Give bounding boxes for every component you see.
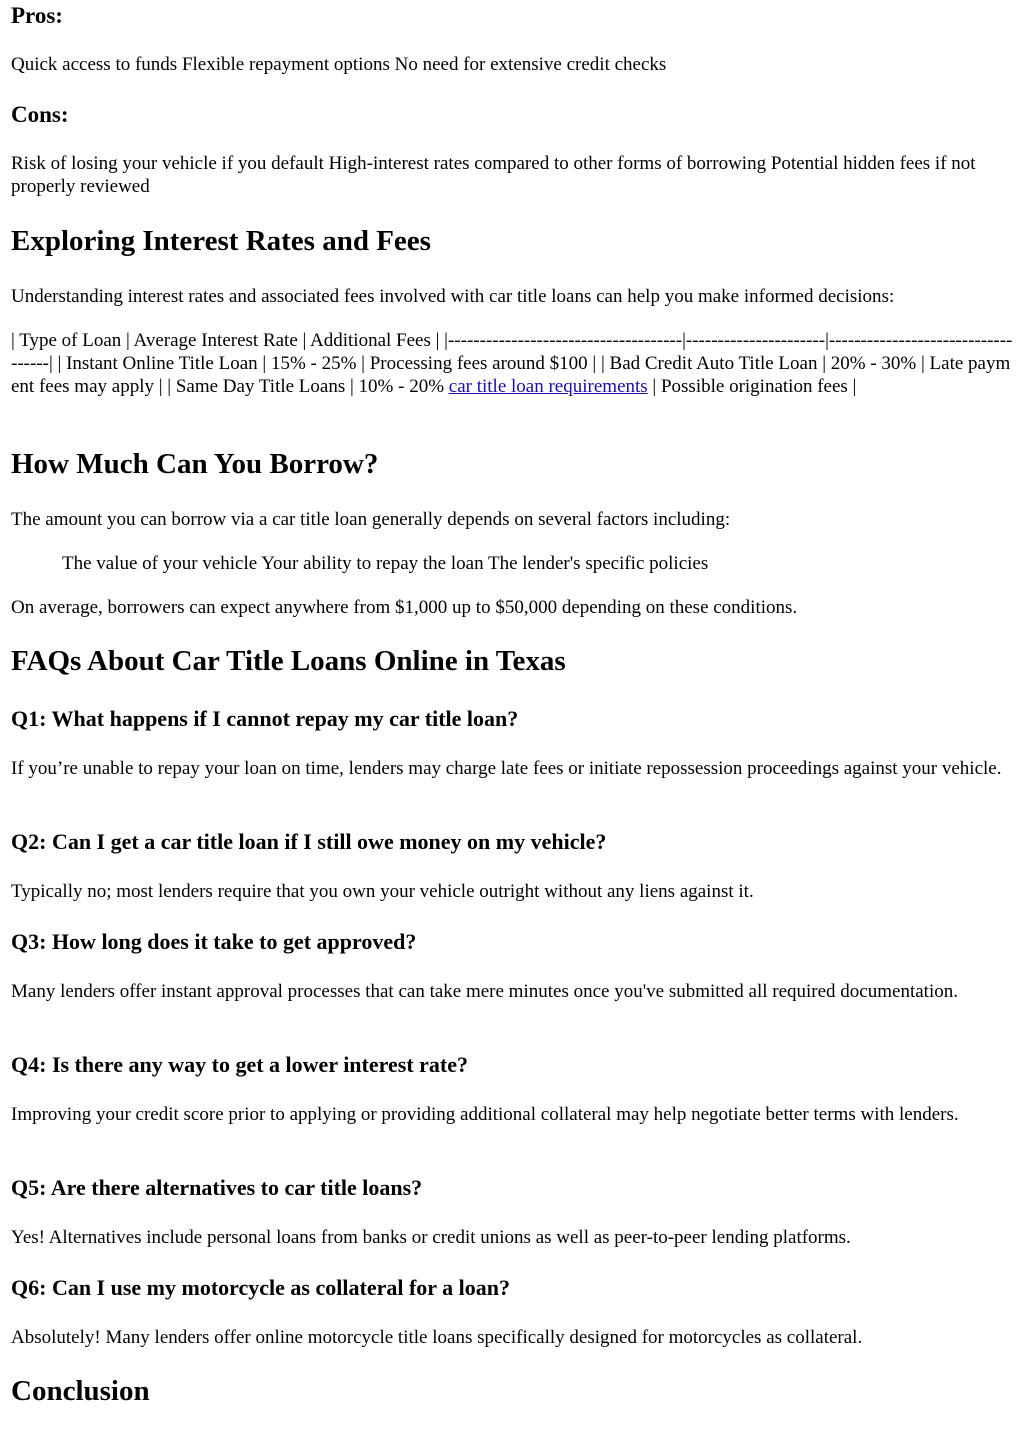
conclusion-heading: Conclusion	[11, 1375, 150, 1407]
faq-question-6: Q6: Can I use my motorcycle as collateral for a loan?	[11, 1275, 510, 1300]
faq-question-1: Q1: What happens if I cannot repay my car title loan?	[11, 706, 519, 731]
faq-answer-2: Typically no; most lenders require that you own your vehicle outright without any liens against it.	[11, 881, 754, 902]
borrow-heading: How Much Can You Borrow?	[11, 448, 379, 480]
car-title-loan-requirements-link[interactable]: car title loan requirements	[448, 376, 648, 397]
faq-question-5: Q5: Are there alternatives to car title loans?	[11, 1175, 423, 1200]
faq-answer-3: Many lenders offer instant approval processes that can take mere minutes once you've submitted all required documentation.	[11, 981, 958, 1002]
rates-heading: Exploring Interest Rates and Fees	[11, 225, 431, 257]
faq-question-4: Q4: Is there any way to get a lower interest rate?	[11, 1052, 469, 1077]
rates-table-text-before: | Type of Loan | Average Interest Rate | Additional Fees | |-------------------------------------|----------------------|-----------------------------------| | Instant Online Title Loan | 15% - 25% | Processing fees around $100 | | Bad Credit Auto Title Loan | 20% - 30% | Late payment fees may apply | | Same Day Title Loans | 10% - 20%	[11, 330, 1013, 397]
rates-table-text-after: | Possible origination fees |	[647, 376, 857, 397]
faq-question-2: Q2: Can I get a car title loan if I still owe money on my vehicle?	[11, 829, 607, 854]
faqs-heading: FAQs About Car Title Loans Online in Texas	[11, 645, 566, 677]
pros-heading: Pros:	[11, 3, 63, 28]
faq-answer-6: Absolutely! Many lenders offer online motorcycle title loans specifically designed for motorcycles as collateral.	[11, 1327, 863, 1348]
rates-intro: Understanding interest rates and associated fees involved with car title loans can help you make informed decisions:	[11, 286, 895, 307]
cons-heading: Cons:	[11, 102, 69, 127]
borrow-factors: The value of your vehicle Your ability to repay the loan The lender's specific policies	[62, 553, 709, 574]
rates-table-text	[11, 329, 1013, 398]
pros-text: Quick access to funds Flexible repayment options No need for extensive credit checks	[11, 54, 667, 75]
borrow-intro: The amount you can borrow via a car title loan generally depends on several factors including:	[11, 509, 731, 530]
faq-answer-5: Yes! Alternatives include personal loans from banks or credit unions as well as peer-to-peer lending platforms.	[11, 1227, 851, 1248]
faq-answer-1: If you’re unable to repay your loan on time, lenders may charge late fees or initiate repossession proceedings against your vehicle.	[11, 758, 1002, 779]
borrow-average: On average, borrowers can expect anywhere from $1,000 up to $50,000 depending on these conditions.	[11, 597, 798, 618]
cons-text: Risk of losing your vehicle if you default High-interest rates compared to other forms of borrowing Potential hidden fees if not properly reviewed	[11, 153, 976, 197]
faq-answer-4: Improving your credit score prior to applying or providing additional collateral may help negotiate better terms with lenders.	[11, 1104, 959, 1125]
faq-question-3: Q3: How long does it take to get approved?	[11, 929, 417, 954]
